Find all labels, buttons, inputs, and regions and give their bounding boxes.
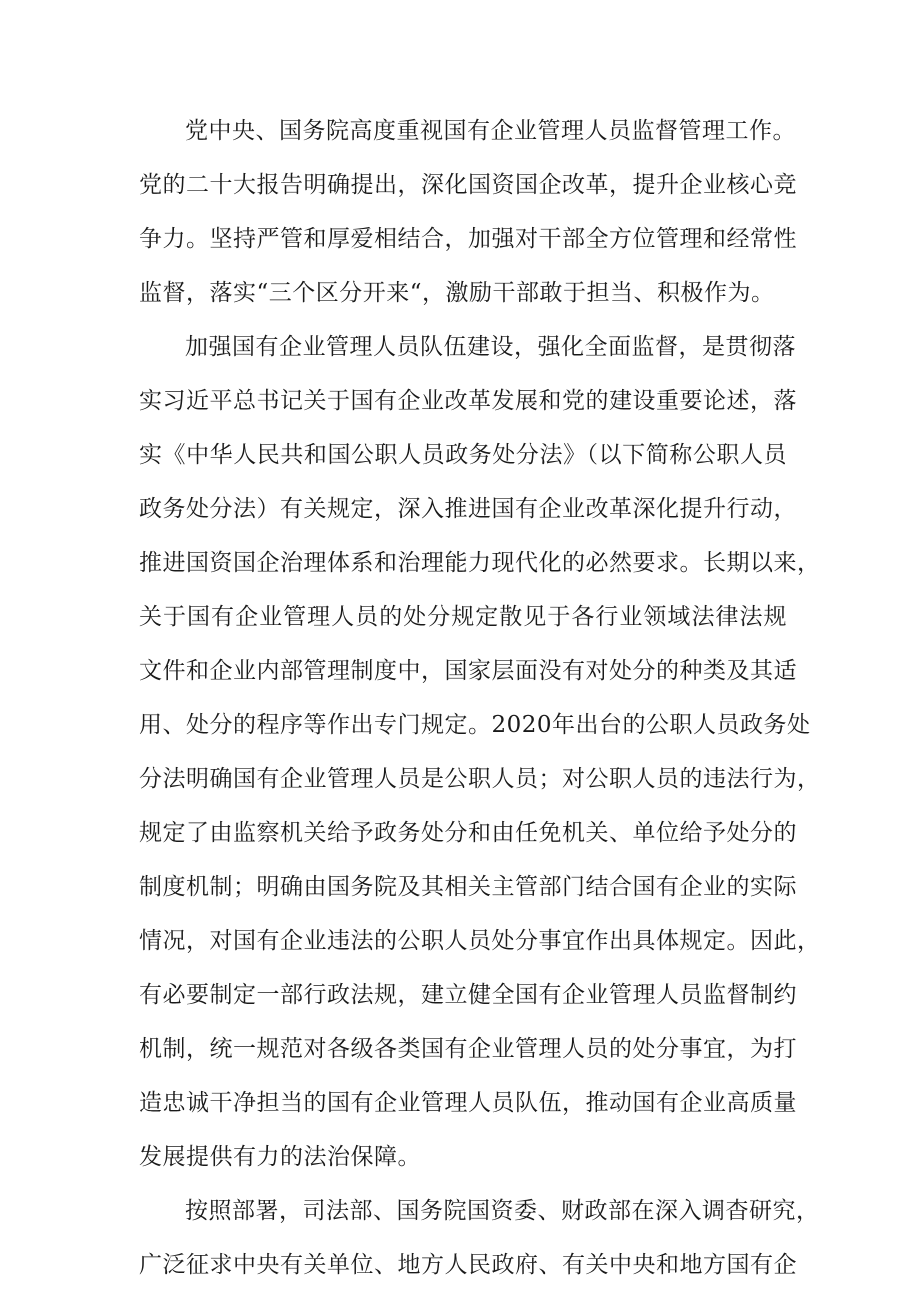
text-line: 实《中华人民共和国公职人员政务处分法》（以下简称公职人员	[139, 442, 787, 468]
text-line: 规定了由监察机关给予政务处分和由任免机关、单位给予处分的	[139, 820, 797, 846]
text-line: 加强国有企业管理人员队伍建设，强化全面监督，是贯彻落	[185, 334, 796, 360]
text-line: 造忠诚干净担当的国有企业管理人员队伍，推动国有企业高质量	[139, 1090, 797, 1116]
text-line: 用、处分的程序等作出专门规定。2020年出台的公职人员政务处	[139, 712, 811, 738]
text-line: 分法明确国有企业管理人员是公职人员；对公职人员的违法行为，	[139, 766, 821, 792]
text-line: 监督，落实“三个区分开来“，激励干部敢于担当、积极作为。	[139, 280, 775, 306]
text-line: 党中央、国务院高度重视国有企业管理人员监督管理工作。	[185, 118, 796, 144]
text-line: 机制，统一规范对各级各类国有企业管理人员的处分事宜，为打	[139, 1036, 797, 1062]
text-line: 制度机制；明确由国务院及其相关主管部门结合国有企业的实际	[139, 874, 797, 900]
text-line: 文件和企业内部管理制度中，国家层面没有对处分的种类及其适	[139, 658, 797, 684]
document-body	[139, 104, 821, 1292]
text-line: 争力。坚持严管和厚爱相结合，加强对干部全方位管理和经常性	[139, 226, 797, 252]
text-line: 实习近平总书记关于国有企业改革发展和党的建设重要论述，落	[139, 388, 797, 414]
text-line: 政务处分法）有关规定，深入推进国有企业改革深化提升行动，	[139, 496, 797, 522]
text-line: 广泛征求中央有关单位、地方人民政府、有关中央和地方国有企	[139, 1252, 797, 1278]
text-line: 情况，对国有企业违法的公职人员处分事宜作出具体规定。因此，	[139, 928, 821, 954]
text-line: 按照部署，司法部、国务院国资委、财政部在深入调杳研究，	[185, 1198, 820, 1224]
text-line: 有必要制定一部行政法规，建立健全国有企业管理人员监督制约	[139, 982, 797, 1008]
text-line: 推进国资国企治理体系和治理能力现代化的必然要求。长期以来，	[139, 550, 821, 576]
text-line: 关于国有企业管理人员的处分规定散见于各行业领域法律法规	[139, 604, 787, 630]
text-line: 党的二十大报告明确提出，深化国资国企改革，提升企业核心竞	[139, 172, 797, 198]
text-line: 发展提供有力的法治保障。	[139, 1144, 421, 1170]
